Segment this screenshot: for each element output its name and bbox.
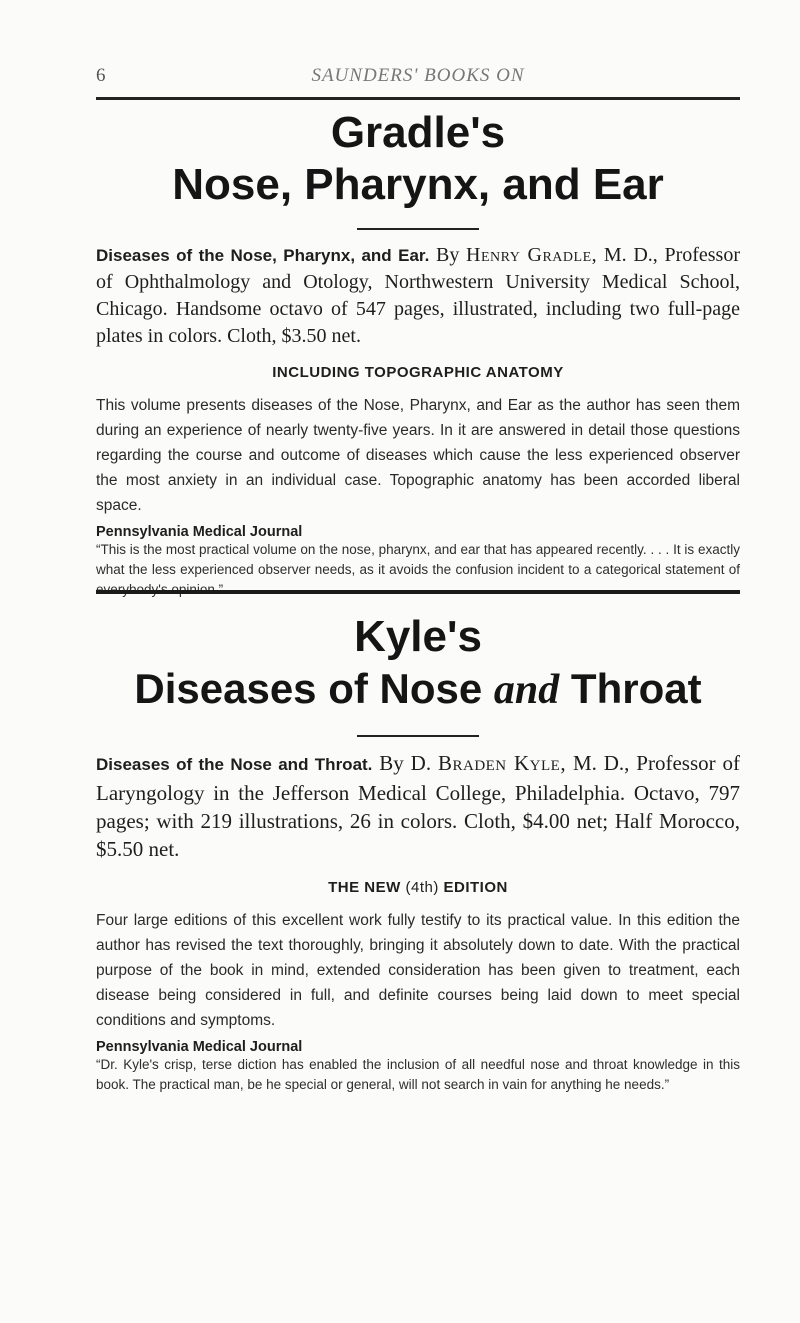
kyle-journal: Pennsylvania Medical Journal	[96, 1039, 303, 1055]
running-title: SAUNDERS' BOOKS ON	[311, 65, 525, 86]
kyle-title-author: Kyle's	[354, 612, 482, 661]
kyle-title-post: Throat	[559, 665, 702, 712]
kyle-lead: Diseases of the Nose and Throat.	[96, 755, 373, 774]
gradle-title-book: Nose, Pharynx, and Ear	[172, 160, 664, 209]
page-number: 6	[96, 65, 106, 86]
gradle-title-rule	[357, 228, 479, 230]
kyle-body: Four large editions of this excellent work fully testify to its practical value. In this edition the author has revised the text thoroughly, bringing it absolutely down to date. With the practical purpose of the book in mind, extended consideration has been given to treatment, each disease being considered in full, and definite courses being laid down to meet special conditions and symptoms.	[96, 912, 740, 1029]
kyle-subhead-post: EDITION	[438, 879, 508, 896]
kyle-title-book	[96, 662, 740, 717]
gradle-section	[96, 108, 740, 600]
section-divider	[96, 590, 740, 594]
kyle-by: By D.	[372, 751, 438, 775]
running-head	[96, 60, 740, 90]
header-rule	[96, 97, 740, 100]
kyle-title-and: and	[493, 667, 560, 713]
gradle-quote: “This is the most practical volume on the nose, pharynx, and ear that has appeared recently. . . . It is exactly what the less experienced observer needs, as it avoids the confusion incident to a categorical statement of	[96, 542, 740, 577]
kyle-details: M. D., Professor of Laryngology in the Jefferson Medical College, Philadelphia. Octavo, 797 pages; with 219 illustrations, 26 in colors. Cloth, $4.00 net; Half Morocco, $5.50 net.	[96, 751, 740, 861]
kyle-subhead-pre: THE NEW	[328, 879, 406, 896]
gradle-journal: Pennsylvania Medical Journal	[96, 524, 303, 540]
kyle-description	[96, 749, 740, 863]
gradle-by: By	[429, 244, 467, 266]
gradle-description	[96, 242, 740, 350]
gradle-subhead: INCLUDING TOPOGRAPHIC ANATOMY	[272, 364, 564, 381]
kyle-subhead	[96, 879, 740, 896]
kyle-title-rule	[357, 735, 479, 737]
gradle-body: This volume presents diseases of the Nose, Pharynx, and Ear as the author has seen them during an experience of nearly twenty-five years. In it are answered in detail those questions regarding the course and outcome of diseases which cause the less experienced observer the most anxiety in an individual case. Topographic anatomy has been accorded liberal space.	[96, 397, 740, 514]
kyle-title-pre: Diseases of Nose	[134, 665, 494, 712]
gradle-details: M. D., Professor of Ophthalmology and Otology, Northwestern University Medical School, Chicago. Handsome octavo of 547 pages, illustrated, including two full-page plates in colors. Cloth, $3.50 net.	[96, 244, 740, 347]
gradle-lead: Diseases of the Nose, Pharynx, and Ear.	[96, 246, 430, 265]
kyle-author: Braden Kyle,	[437, 751, 567, 775]
kyle-section	[96, 612, 740, 1095]
kyle-quote: “Dr. Kyle's crisp, terse diction has enabled the inclusion of all needful nose and throat knowledge in this book. The practical man, be he special or general, will not search in vain for anything he needs.”	[96, 1057, 740, 1092]
gradle-author: Henry Gradle,	[466, 244, 598, 266]
gradle-title-author: Gradle's	[330, 108, 506, 157]
kyle-subhead-edition: (4th)	[405, 879, 439, 896]
